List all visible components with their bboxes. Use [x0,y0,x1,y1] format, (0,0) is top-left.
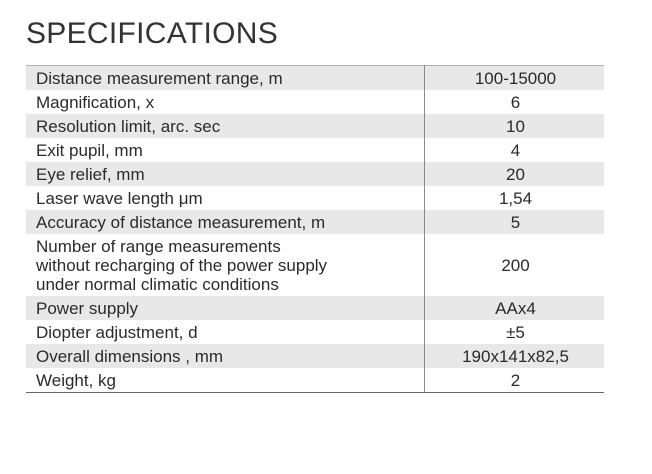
spec-value: 10 [425,114,605,138]
table-row [26,234,604,296]
spec-parameter: Exit pupil, mm [26,138,425,162]
table-row [26,344,604,368]
spec-parameter: Overall dimensions , mm [26,344,425,368]
table-row [26,66,604,91]
table-row [26,320,604,344]
table-row [26,210,604,234]
spec-value: ±5 [425,320,605,344]
spec-value: 6 [425,90,605,114]
spec-parameter: Accuracy of distance measurement, m [26,210,425,234]
table-row [26,368,604,393]
table-row [26,114,604,138]
spec-value: AAx4 [425,296,605,320]
spec-value: 100-15000 [425,66,605,91]
spec-parameter: Number of range measurements without recharging of the power supply under normal climatic conditions [26,234,425,296]
spec-parameter: Power supply [26,296,425,320]
specifications-table [26,65,604,393]
table-row [26,186,604,210]
spec-parameter: Weight, kg [26,368,425,393]
spec-value: 200 [425,234,605,296]
spec-parameter: Laser wave length μm [26,186,425,210]
spec-value: 190x141x82,5 [425,344,605,368]
spec-value: 5 [425,210,605,234]
table-row [26,296,604,320]
spec-value: 4 [425,138,605,162]
table-row [26,138,604,162]
spec-parameter: Resolution limit, arc. sec [26,114,425,138]
spec-value: 2 [425,368,605,393]
page-title: SPECIFICATIONS [26,17,279,50]
spec-parameter: Eye relief, mm [26,162,425,186]
spec-parameter: Magnification, x [26,90,425,114]
spec-parameter: Diopter adjustment, d [26,320,425,344]
table-row [26,162,604,186]
spec-value: 1,54 [425,186,605,210]
spec-value: 20 [425,162,605,186]
table-row [26,90,604,114]
spec-parameter: Distance measurement range, m [26,66,425,91]
